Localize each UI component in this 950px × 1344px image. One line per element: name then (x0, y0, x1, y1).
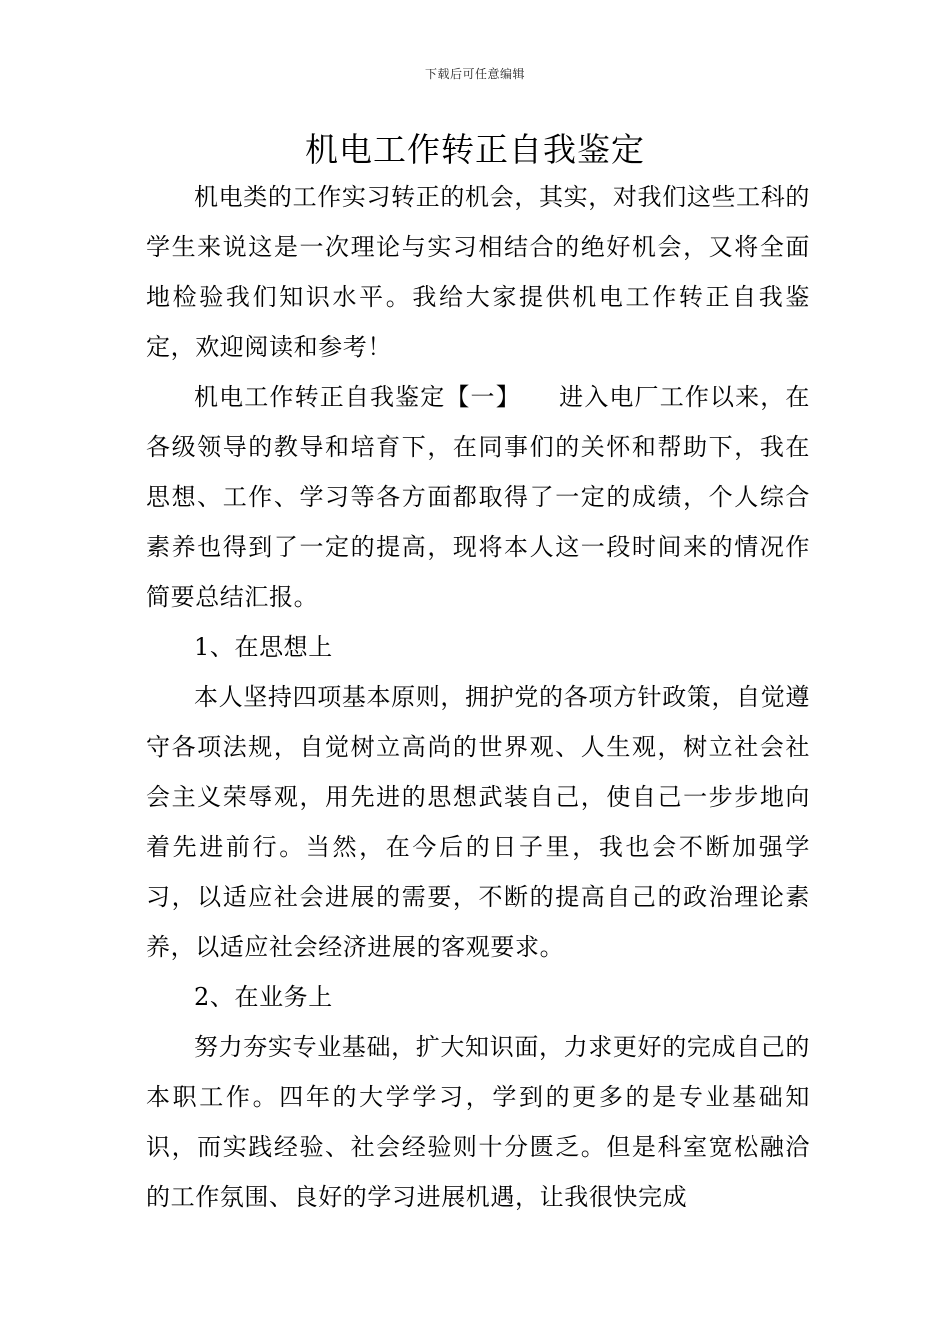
section-one-intro-paragraph: 机电工作转正自我鉴定【一】 进入电厂工作以来，在各级领导的教导和培育下，在同事们的关怀和帮助下，我在思想、工作、学习等各方面都取得了一定的成绩，个人综合素养也得到了一定的提高，现将本人这一段时间来的情况作简要总结汇报。 (146, 383, 810, 611)
intro-paragraph: 机电类的工作实习转正的机会，其实，对我们这些工科的学生来说这是一次理论与实习相结合的绝好机会，又将全面地检验我们知识水平。我给大家提供机电工作转正自我鉴定，欢迎阅读和参考！ (146, 183, 810, 361)
document-title: 机电工作转正自我鉴定 (305, 130, 645, 169)
section2-paragraph: 努力夯实专业基础，扩大知识面，力求更好的完成自己的本职工作。四年的大学学习，学到的更多的是专业基础知识，而实践经验、社会经验则十分匮乏。但是科室宽松融洽的工作氛围、良好的学习进展机遇，让我很快完成 (146, 1033, 810, 1211)
page-header-note: 下载后可任意编辑 (424, 67, 525, 81)
section1-heading: 1、在思想上 (194, 633, 333, 661)
document-body (146, 172, 810, 1222)
section1-paragraph: 本人坚持四项基本原则，拥护党的各项方针政策，自觉遵守各项法规，自觉树立高尚的世界观、人生观，树立社会社会主义荣辱观，用先进的思想武装自己，使自己一步步地向着先进前行。当然，在今后的日子里，我也会不断加强学习，以适应社会进展的需要，不断的提高自己的政治理论素养，以适应社会经济进展的客观要求。 (146, 683, 810, 961)
section2-heading: 2、在业务上 (194, 983, 333, 1011)
